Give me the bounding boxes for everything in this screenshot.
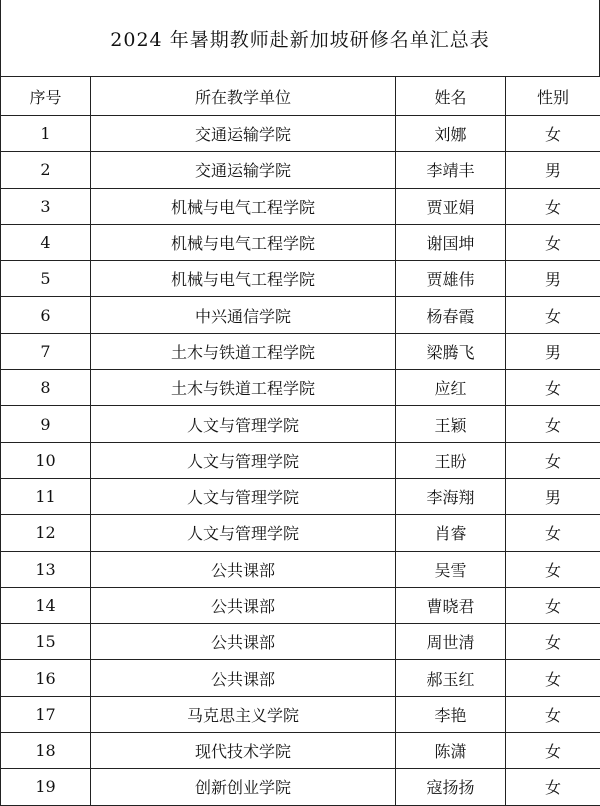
cell-name: 周世清 <box>396 624 506 660</box>
column-header-unit: 所在教学单位 <box>91 77 396 116</box>
cell-gender: 女 <box>506 116 600 152</box>
cell-name: 应红 <box>396 370 506 406</box>
cell-no: 7 <box>1 333 91 369</box>
cell-gender: 女 <box>506 515 600 551</box>
cell-no: 18 <box>1 733 91 769</box>
cell-gender: 男 <box>506 478 600 514</box>
cell-unit: 土木与铁道工程学院 <box>91 370 396 406</box>
cell-no: 4 <box>1 224 91 260</box>
cell-unit: 人文与管理学院 <box>91 515 396 551</box>
cell-name: 贾雄伟 <box>396 261 506 297</box>
cell-gender: 女 <box>506 696 600 732</box>
cell-no: 11 <box>1 478 91 514</box>
cell-name: 杨春霞 <box>396 297 506 333</box>
cell-gender: 女 <box>506 224 600 260</box>
table-body <box>1 116 600 806</box>
cell-name: 陈潇 <box>396 733 506 769</box>
table-row <box>1 442 600 478</box>
cell-no: 15 <box>1 624 91 660</box>
cell-no: 8 <box>1 370 91 406</box>
roster-table <box>0 76 600 806</box>
cell-no: 17 <box>1 696 91 732</box>
cell-name: 李靖丰 <box>396 152 506 188</box>
cell-no: 12 <box>1 515 91 551</box>
column-header-no: 序号 <box>1 77 91 116</box>
cell-gender: 女 <box>506 406 600 442</box>
cell-unit: 人文与管理学院 <box>91 442 396 478</box>
cell-name: 李海翔 <box>396 478 506 514</box>
cell-gender: 女 <box>506 297 600 333</box>
cell-unit: 公共课部 <box>91 551 396 587</box>
cell-gender: 女 <box>506 624 600 660</box>
table-row <box>1 551 600 587</box>
table-row <box>1 116 600 152</box>
cell-no: 2 <box>1 152 91 188</box>
cell-unit: 中兴通信学院 <box>91 297 396 333</box>
cell-no: 16 <box>1 660 91 696</box>
cell-gender: 女 <box>506 587 600 623</box>
table-row <box>1 261 600 297</box>
table-header-row <box>1 77 600 116</box>
cell-unit: 土木与铁道工程学院 <box>91 333 396 369</box>
cell-name: 贾亚娟 <box>396 188 506 224</box>
cell-unit: 人文与管理学院 <box>91 478 396 514</box>
table-row <box>1 733 600 769</box>
cell-gender: 女 <box>506 188 600 224</box>
cell-no: 6 <box>1 297 91 333</box>
cell-unit: 现代技术学院 <box>91 733 396 769</box>
column-header-name: 姓名 <box>396 77 506 116</box>
cell-gender: 男 <box>506 152 600 188</box>
cell-name: 谢国坤 <box>396 224 506 260</box>
cell-no: 9 <box>1 406 91 442</box>
cell-unit: 人文与管理学院 <box>91 406 396 442</box>
cell-unit: 公共课部 <box>91 624 396 660</box>
cell-no: 5 <box>1 261 91 297</box>
cell-gender: 男 <box>506 333 600 369</box>
cell-no: 3 <box>1 188 91 224</box>
table-row <box>1 660 600 696</box>
cell-unit: 机械与电气工程学院 <box>91 261 396 297</box>
table-row <box>1 515 600 551</box>
table-row <box>1 152 600 188</box>
cell-name: 李艳 <box>396 696 506 732</box>
cell-no: 13 <box>1 551 91 587</box>
cell-name: 梁腾飞 <box>396 333 506 369</box>
cell-name: 肖睿 <box>396 515 506 551</box>
cell-name: 王颖 <box>396 406 506 442</box>
cell-no: 14 <box>1 587 91 623</box>
cell-gender: 女 <box>506 370 600 406</box>
document-title: 2024 年暑期教师赴新加坡研修名单汇总表 <box>0 0 600 76</box>
table-row <box>1 370 600 406</box>
cell-unit: 公共课部 <box>91 660 396 696</box>
table-row <box>1 696 600 732</box>
cell-name: 王盼 <box>396 442 506 478</box>
cell-unit: 机械与电气工程学院 <box>91 188 396 224</box>
table-row <box>1 587 600 623</box>
cell-name: 刘娜 <box>396 116 506 152</box>
cell-name: 郝玉红 <box>396 660 506 696</box>
column-header-gender: 性别 <box>506 77 600 116</box>
table-row <box>1 478 600 514</box>
cell-no: 1 <box>1 116 91 152</box>
cell-gender: 女 <box>506 442 600 478</box>
cell-unit: 公共课部 <box>91 587 396 623</box>
cell-gender: 女 <box>506 769 600 805</box>
cell-name: 寇扬扬 <box>396 769 506 805</box>
cell-gender: 女 <box>506 551 600 587</box>
cell-no: 19 <box>1 769 91 805</box>
table-row <box>1 333 600 369</box>
cell-unit: 机械与电气工程学院 <box>91 224 396 260</box>
cell-unit: 马克思主义学院 <box>91 696 396 732</box>
table-row <box>1 624 600 660</box>
cell-no: 10 <box>1 442 91 478</box>
cell-gender: 女 <box>506 733 600 769</box>
cell-gender: 女 <box>506 660 600 696</box>
cell-name: 吴雪 <box>396 551 506 587</box>
table-row <box>1 406 600 442</box>
cell-gender: 男 <box>506 261 600 297</box>
table-row <box>1 224 600 260</box>
cell-name: 曹晓君 <box>396 587 506 623</box>
cell-unit: 创新创业学院 <box>91 769 396 805</box>
table-row <box>1 188 600 224</box>
cell-unit: 交通运输学院 <box>91 152 396 188</box>
table-row <box>1 297 600 333</box>
cell-unit: 交通运输学院 <box>91 116 396 152</box>
